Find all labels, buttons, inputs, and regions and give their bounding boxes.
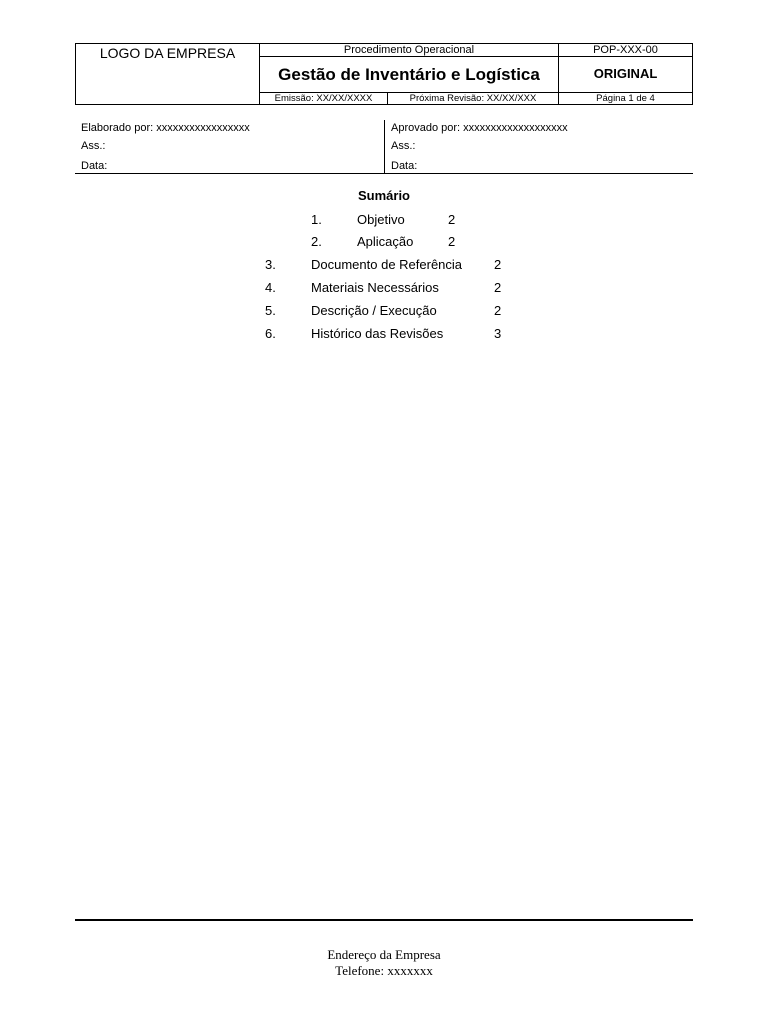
toc-item[interactable]: [0, 234, 768, 250]
toc-item[interactable]: [0, 212, 768, 228]
toc-item[interactable]: [0, 303, 768, 319]
toc-item-page: 2: [494, 257, 502, 272]
page-number: Página 1 de 4: [596, 93, 655, 104]
toc-item-label: Objetivo: [357, 212, 405, 227]
next-revision-date: Próxima Revisão: XX/XX/XXX: [388, 93, 559, 104]
toc-item[interactable]: [0, 326, 768, 342]
toc-item-label: Descrição / Execução: [311, 303, 437, 318]
toc-item-number: 6.: [265, 326, 276, 341]
approved-date: Data:: [391, 160, 418, 172]
toc-item-number: 4.: [265, 280, 276, 295]
prepared-by: Elaborado por: xxxxxxxxxxxxxxxxx: [81, 122, 250, 134]
approved-signature: Ass.:: [391, 140, 416, 152]
toc-item-number: 2.: [311, 234, 322, 249]
document-header: [75, 43, 693, 105]
toc-item-label: Materiais Necessários: [311, 280, 439, 295]
document-title: Gestão de Inventário e Logística: [260, 57, 559, 93]
toc-item-label: Documento de Referência: [311, 257, 463, 272]
prepared-date: Data:: [81, 160, 108, 172]
company-logo: LOGO DA EMPRESA: [76, 44, 260, 104]
toc-title: Sumário: [357, 188, 410, 203]
document-code: POP-XXX-00: [559, 44, 692, 57]
toc-item-label: Aplicação: [357, 234, 414, 249]
toc-item-number: 3.: [265, 257, 276, 272]
toc-item-label: Histórico das Revisões: [311, 326, 444, 341]
procedure-type: Procedimento Operacional: [260, 44, 559, 57]
company-address: Endereço da Empresa: [327, 947, 441, 962]
footer-divider: [75, 919, 693, 921]
toc-item[interactable]: [0, 257, 768, 273]
toc-item-page: 2: [494, 280, 502, 295]
approval-divider: [384, 120, 385, 173]
document-status: ORIGINAL: [559, 57, 692, 93]
toc-item-number: 1.: [311, 212, 322, 227]
page-footer: [0, 947, 768, 979]
prepared-signature: Ass.:: [81, 140, 106, 152]
approval-block: [75, 119, 693, 174]
toc-item-page: 3: [494, 326, 502, 341]
toc-item-page: 2: [448, 212, 456, 227]
toc-item-number: 5.: [265, 303, 276, 318]
toc-item-page: 2: [448, 234, 456, 249]
toc-item-page: 2: [494, 303, 502, 318]
approved-by: Aprovado por: xxxxxxxxxxxxxxxxxxx: [391, 122, 568, 134]
toc-item[interactable]: [0, 280, 768, 296]
company-phone: Telefone: xxxxxxx: [335, 963, 433, 978]
emission-date: Emissão: XX/XX/XXXX: [260, 93, 388, 104]
